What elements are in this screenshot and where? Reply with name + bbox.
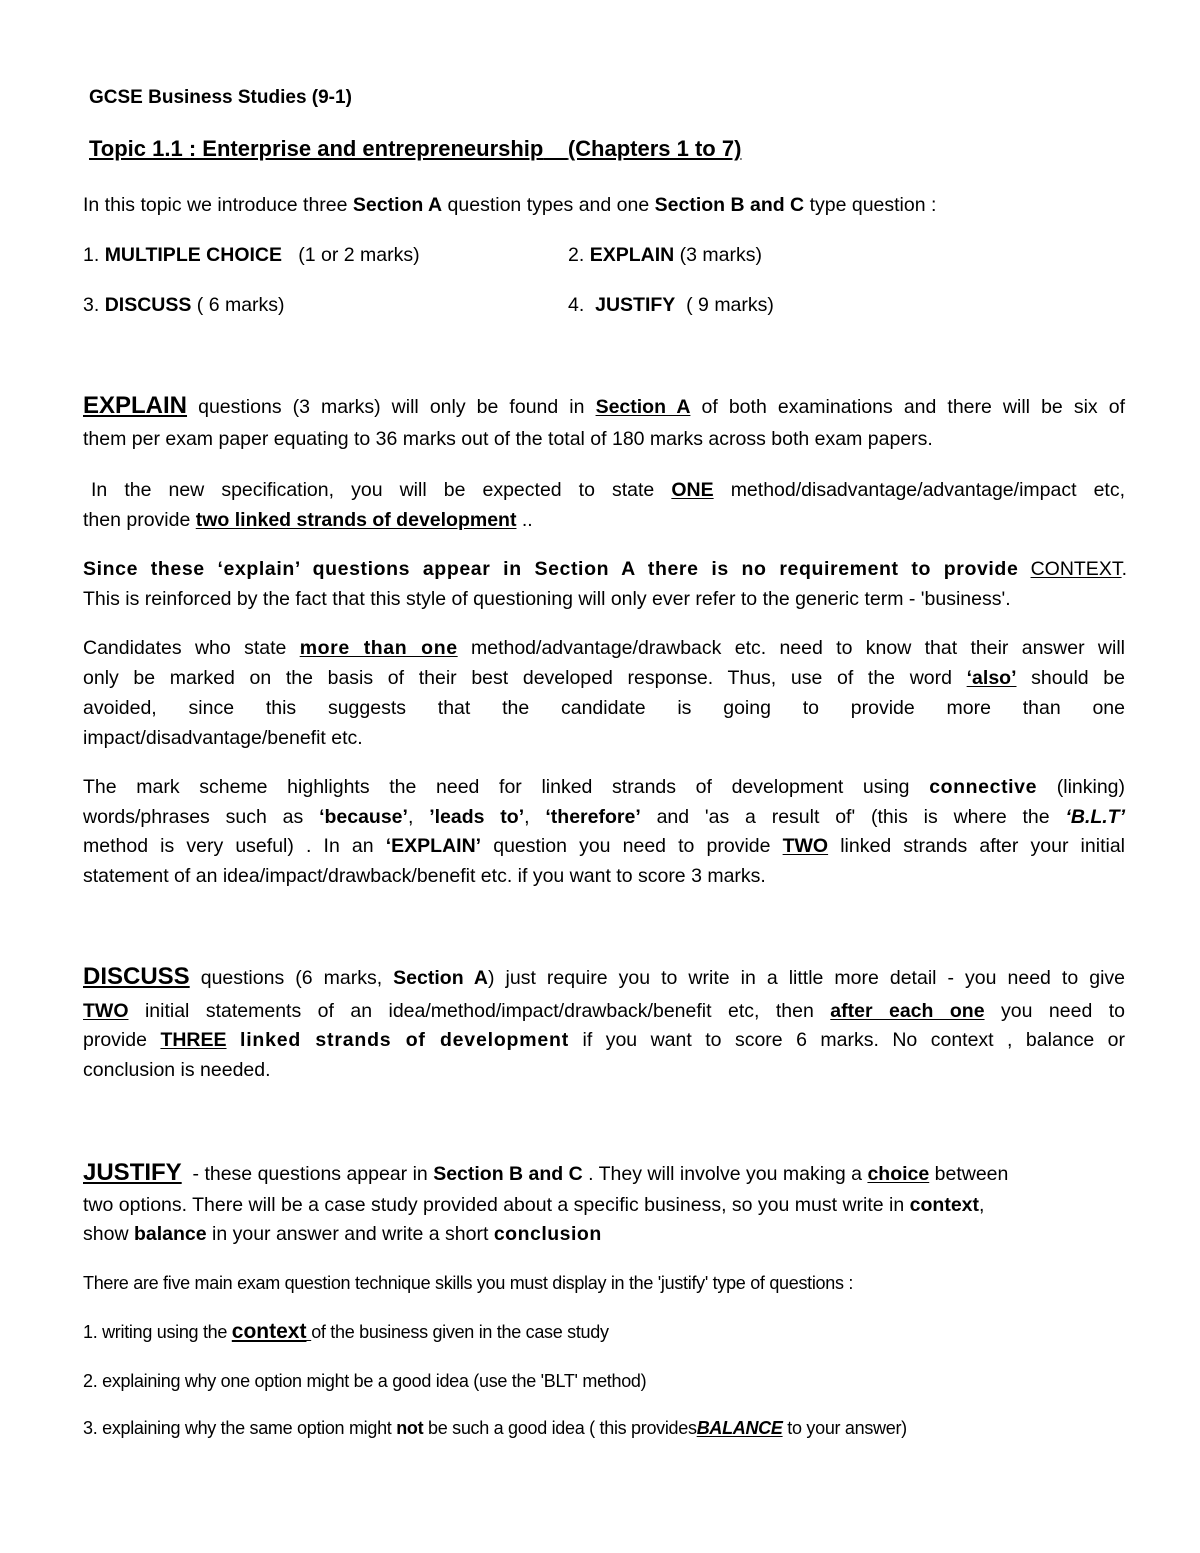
text: show [83, 1223, 129, 1245]
section-a-link-text: Section A [595, 396, 691, 418]
discuss-line-3 [83, 1028, 1125, 1052]
text: should be [1031, 667, 1125, 689]
text: questions (6 marks, [200, 967, 383, 989]
type-marks: (1 or 2 marks) [298, 244, 420, 266]
skill-3 [83, 1416, 907, 1440]
type-marks: (3 marks) [679, 244, 762, 266]
emphasis-choice: choice [867, 1163, 930, 1185]
emphasis-leads-to: ’leads to’ [429, 806, 525, 828]
text: linked strands after your initial [840, 835, 1125, 857]
type-marks: ( 6 marks) [196, 294, 285, 316]
explain-line-11 [83, 775, 1125, 799]
text: 3. explaining why the same option might [83, 1418, 392, 1438]
text: you need to [1001, 1000, 1126, 1022]
explain-line-10: impact/disadvantage/benefit etc. [83, 727, 363, 749]
explain-line-1 [83, 394, 1125, 419]
emphasis-not: not [396, 1418, 424, 1438]
text: questions (3 marks) will only be found in [198, 396, 585, 418]
text: , [524, 806, 530, 828]
question-type-4 [568, 293, 774, 317]
intro-text: In this topic we introduce three [83, 194, 348, 216]
emphasis-balance: BALANCE [696, 1418, 783, 1438]
text: words/phrases such as [83, 806, 304, 828]
text: . [1121, 558, 1127, 580]
text: of both examinations and there will be six of [701, 396, 1125, 418]
text: , [407, 806, 414, 828]
emphasis-explain: ‘EXPLAIN’ [385, 835, 482, 857]
explain-line-13 [83, 834, 1125, 858]
emphasis-context: context [909, 1194, 980, 1216]
text: .. [521, 509, 533, 531]
text: - these questions appear in [192, 1163, 428, 1185]
justify-line-3 [83, 1222, 602, 1246]
text: ) just require you to write in a little more detail - you need to give [488, 967, 1126, 989]
emphasis-more-than-one: more than one [299, 637, 458, 659]
question-type-3 [83, 293, 285, 317]
text: (linking) [1056, 776, 1126, 798]
text: to your answer) [787, 1418, 907, 1438]
emphasis-context: CONTEXT [1030, 558, 1122, 580]
emphasis-connective: connective [929, 776, 1038, 798]
text: between [934, 1163, 1009, 1185]
type-name: JUSTIFY [595, 294, 676, 316]
emphasis-two: TWO [782, 835, 829, 857]
discuss-line-1 [83, 965, 1125, 990]
explain-line-6: This is reinforced by the fact that this style of questioning will only ever refer to the generic term - 'business'. [83, 588, 1011, 610]
emphasis-balance: balance [133, 1223, 207, 1245]
explain-line-7 [83, 636, 1125, 660]
type-marks: ( 9 marks) [686, 294, 774, 316]
text: only be marked on the basis of their best developed response. Thus, use of the word [83, 667, 952, 689]
text: method/advantage/drawback etc. need to know that their answer will [470, 637, 1125, 659]
explain-line-8 [83, 666, 1125, 690]
emphasis-one: ONE [671, 479, 714, 501]
discuss-line-4: conclusion is needed. [83, 1059, 271, 1081]
explain-line-4 [83, 508, 533, 532]
section-a-text: Section A [393, 967, 488, 989]
type-name: EXPLAIN [589, 244, 675, 266]
emphasis-conclusion: conclusion [493, 1223, 602, 1245]
text: of the business given in the case study [311, 1322, 609, 1342]
text: initial statements of an idea/method/impact/drawback/benefit etc, then [144, 1000, 814, 1022]
emphasis-also: ‘also’ [966, 667, 1017, 689]
emphasis-two: TWO [83, 1000, 129, 1022]
discuss-heading: DISCUSS [83, 963, 190, 990]
text: be such a good idea ( this provides [428, 1418, 697, 1438]
context-requirement: Since these ‘explain’ questions appear in Section A there is no requirement to provide [83, 558, 1019, 580]
emphasis-therefore: ‘therefore’ [545, 806, 641, 828]
emphasis-context: context [231, 1320, 307, 1343]
explain-heading: EXPLAIN [83, 392, 188, 419]
text: and 'as a result of' (this is where the [656, 806, 1050, 828]
emphasis-three: THREE [160, 1029, 227, 1051]
text: . They will involve you making a [588, 1163, 863, 1185]
emphasis-blt: ‘B.L.T’ [1065, 806, 1126, 828]
text: in your answer and write a short [212, 1223, 489, 1245]
topic-title: Topic 1.1 : Enterprise and entrepreneurship [89, 136, 544, 161]
type-number: 3. [83, 294, 100, 316]
type-number: 1. [83, 244, 100, 266]
explain-line-5 [83, 557, 1127, 581]
topic-chapters: (Chapters 1 to 7) [567, 136, 742, 161]
type-number: 2. [568, 244, 585, 266]
text: In the new specification, you will be expected to state [91, 479, 655, 501]
section-bc-text: Section B and C [433, 1163, 583, 1185]
type-number: 4. [568, 294, 585, 316]
text: provide [83, 1029, 147, 1051]
text: two options. There will be a case study provided about a specific business, so you must write in [83, 1194, 905, 1216]
explain-line-12 [83, 805, 1125, 829]
text: 1. writing using the [83, 1322, 228, 1342]
intro-text: question types and one [447, 194, 650, 216]
discuss-line-2 [83, 999, 1125, 1023]
intro-section-bc: Section B and C [654, 194, 805, 216]
type-name: DISCUSS [104, 294, 192, 316]
emphasis-linked-strands: two linked strands of development [195, 509, 517, 531]
intro-text: type question : [809, 194, 937, 216]
skill-2: 2. explaining why one option might be a good idea (use the 'BLT' method) [83, 1371, 647, 1391]
text: question you need to provide [493, 835, 771, 857]
emphasis-after-each-one: after each one [830, 1000, 985, 1022]
text: Candidates who state [83, 637, 287, 659]
text: The mark scheme highlights the need for linked strands of development using [83, 776, 910, 798]
intro-section-a: Section A [352, 194, 443, 216]
justify-line-1 [83, 1161, 1008, 1186]
skill-1 [83, 1320, 609, 1344]
explain-line-2: them per exam paper equating to 36 marks out of the total of 180 marks across both exam papers. [83, 428, 933, 450]
text: method/disadvantage/advantage/impact etc, [730, 479, 1125, 501]
type-name: MULTIPLE CHOICE [104, 244, 282, 266]
question-type-2 [568, 243, 762, 267]
text: , [979, 1194, 985, 1216]
intro-paragraph [83, 193, 936, 217]
skills-intro: There are five main exam question technique skills you must display in the 'justify' type of questions : [83, 1273, 854, 1293]
question-type-1 [83, 243, 420, 267]
topic-heading [89, 137, 741, 161]
justify-heading: JUSTIFY [83, 1159, 182, 1186]
emphasis-linked-strands: linked strands of development [240, 1029, 570, 1051]
justify-line-2 [83, 1193, 984, 1217]
text: then provide [83, 509, 191, 531]
text: method is very useful) . In an [83, 835, 374, 857]
explain-line-3 [83, 478, 1125, 502]
text: if you want to score 6 marks. No context , balance or [582, 1029, 1126, 1051]
explain-line-14: statement of an idea/impact/drawback/benefit etc. if you want to score 3 marks. [83, 865, 766, 887]
explain-line-9: avoided, since this suggests that the candidate is going to provide more than one [83, 697, 1125, 719]
course-title: GCSE Business Studies (9-1) [89, 87, 352, 108]
emphasis-because: ‘because’ [319, 806, 408, 828]
